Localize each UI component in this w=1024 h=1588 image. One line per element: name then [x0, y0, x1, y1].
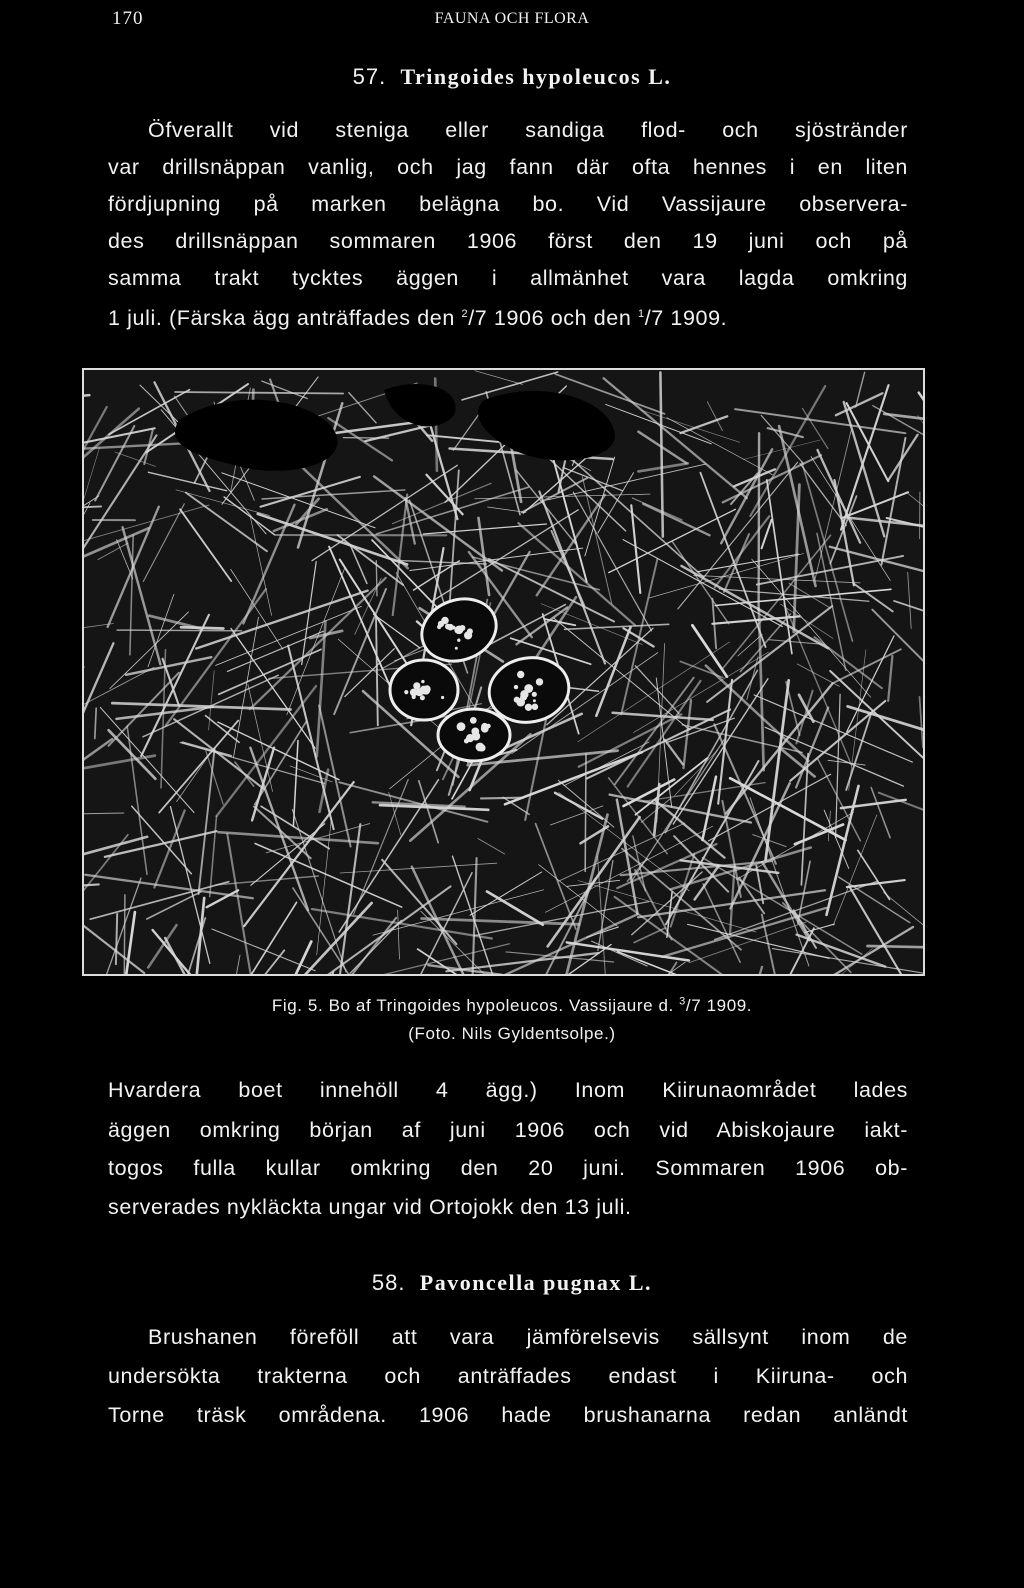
- photo-credit: (Foto. Nils Gyldentsolpe.): [408, 1024, 616, 1043]
- paragraph-line: serverades nykläckta ungar vid Ortojokk den 13 juli.: [108, 1195, 632, 1219]
- section-number: 58.: [371, 1270, 406, 1295]
- page-number: 170: [112, 8, 144, 29]
- nest-photograph: [82, 368, 925, 976]
- nest-photo-drawing: [84, 370, 923, 974]
- species-name: Pavoncella pugnax L.: [419, 1270, 653, 1295]
- paragraph-line: äggen omkring början af juni 1906 och vid Abiskojaure iakt-: [108, 1118, 908, 1142]
- paragraph-line: Öfverallt vid steniga eller sandiga flod- och sjöstränder: [148, 118, 908, 142]
- species-name: Tringoides hypoleucos L.: [400, 64, 672, 89]
- paragraph-line: var drillsnäppan vanlig, och jag fann där ofta hennes i en liten: [108, 155, 908, 179]
- running-title: FAUNA OCH FLORA: [434, 10, 590, 27]
- paragraph-line: 1 juli. (Färska ägg anträffades den $^2$/7 1906 och den $^1$/7 1909.: [108, 306, 728, 330]
- section-heading-57: [0, 64, 1024, 90]
- paragraph-line: Torne träsk områdena. 1906 hade brushanarna redan anländt: [108, 1403, 908, 1427]
- paragraph-line: togos fulla kullar omkring den 20 juni. Sommaren 1906 ob-: [108, 1156, 908, 1180]
- figure-caption: Fig. 5. Bo af Tringoides hypoleucos. Vassijaure d. $^3$/7 1909.: [271, 995, 753, 1015]
- paragraph-line: des drillsnäppan sommaren 1906 först den 19 juni och på: [108, 229, 908, 253]
- section-number: 57.: [352, 64, 387, 89]
- paragraph-line: undersökta trakterna och anträffades endast i Kiiruna- och: [108, 1364, 908, 1388]
- section-heading-58: [0, 1270, 1024, 1296]
- paragraph-line: fördjupning på marken belägna bo. Vid Vassijaure observera-: [108, 192, 908, 216]
- paragraph-line: samma trakt tycktes äggen i allmänhet vara lagda omkring: [108, 266, 908, 290]
- paragraph-line: Brushanen föreföll att vara jämförelsevis sällsynt inom de: [148, 1325, 908, 1349]
- paragraph-line: Hvardera boet innehöll 4 ägg.) Inom Kiirunaområdet lades: [108, 1078, 908, 1102]
